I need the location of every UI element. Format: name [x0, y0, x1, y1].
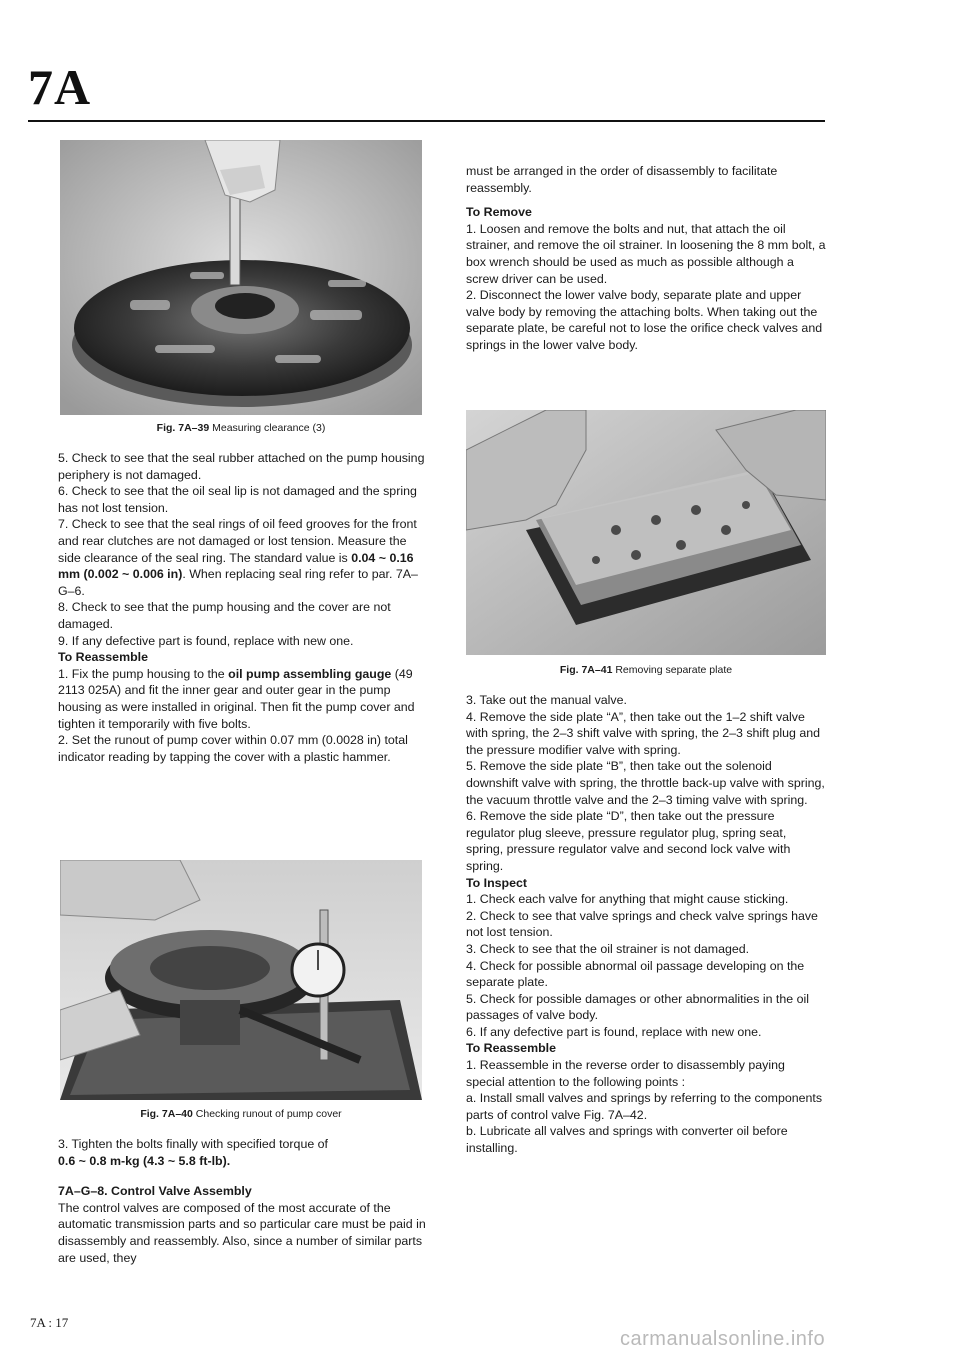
paragraph: 5. Check to see that the seal rubber attached on the pump housing periphery is not damaged.	[58, 451, 425, 482]
figure-number: Fig. 7A–41	[559, 664, 613, 676]
torque-spec: 0.6 ~ 0.8 m-kg (4.3 ~ 5.8 ft-lb).	[58, 1153, 231, 1168]
subheading-reassemble: To Reassemble	[466, 1041, 556, 1056]
page-number: 7A : 17	[30, 1315, 69, 1330]
paragraph: 1. Reassemble in the reverse order to disassembly paying special attention to the following points :	[466, 1058, 785, 1089]
subheading-remove: To Remove	[466, 205, 532, 220]
watermark: carmanualsonline.info	[620, 1328, 826, 1350]
paragraph: 6. Check to see that the oil seal lip is not damaged and the spring has not lost tension.	[58, 484, 417, 515]
figure-number: Fig. 7A–40	[140, 1108, 193, 1120]
paragraph: The control valves are composed of the most accurate of the automatic transmission parts and so particular care must be paid in disassembly and reassembly. Also, since a number of similar parts are used, they	[58, 1200, 426, 1265]
subheading-inspect: To Inspect	[466, 875, 528, 890]
paragraph: 6. If any defective part is found, replace with new one.	[466, 1024, 762, 1039]
paragraph: 3. Check to see that the oil strainer is not damaged.	[466, 941, 750, 956]
left-text-block-1	[58, 450, 430, 765]
header-rule	[28, 120, 825, 122]
figure-caption-41	[466, 664, 826, 676]
paragraph: 8. Check to see that the pump housing and the cover are not damaged.	[58, 600, 391, 631]
paragraph: 2. Set the runout of pump cover within 0.07 mm (0.0028 in) total indicator reading by tapping the cover with a plastic hammer.	[58, 733, 408, 764]
paragraph: 4. Remove the side plate “A”, then take out the 1–2 shift valve with spring, the 2–3 shift valve with spring, the 2–3 shift plug and the pressure modifier valve with spring.	[466, 709, 821, 757]
figure-caption-39	[60, 422, 422, 434]
paragraph: 1. Loosen and remove the bolts and nut, that attach the oil strainer, and remove the oil strainer. In loosening the 8 mm bolt, a box wrench should be used as much as possible although a screw driver can be used.	[466, 221, 826, 286]
paragraph: 3. Take out the manual valve.	[466, 693, 627, 707]
paragraph: 5. Remove the side plate “B”, then take out the solenoid downshift valve with spring, the throttle back-up valve with spring, the vacuum throttle valve and the 2–3 timing valve with spring.	[466, 759, 825, 807]
photo-measuring-clearance	[60, 140, 422, 415]
paragraph: 4. Check for possible abnormal oil passage developing on the separate plate.	[466, 958, 805, 990]
right-text-block-1	[466, 163, 826, 354]
figure-caption-text: Checking runout of pump cover	[195, 1108, 342, 1120]
section-title: 7A	[28, 59, 92, 115]
paragraph: b. Lubricate all valves and springs with converter oil before installing.	[466, 1124, 788, 1156]
right-text-block-2	[466, 692, 826, 1157]
paragraph: must be arranged in the order of disassembly to facilitate reassembly.	[466, 164, 778, 195]
photo-removing-separate-plate	[466, 410, 826, 655]
spacer	[466, 196, 826, 204]
section-heading: 7A–G–8. Control Valve Assembly	[58, 1184, 252, 1199]
paragraph: 1. Check each valve for anything that might cause sticking.	[466, 892, 789, 907]
paragraph: 5. Check for possible damages or other abnormalities in the oil passages of valve body.	[466, 991, 809, 1023]
figure-caption-40	[60, 1108, 422, 1120]
paragraph: a. Install small valves and springs by referring to the components parts of control valve Fig. 7A–42.	[466, 1091, 823, 1122]
spacer	[58, 1169, 430, 1183]
figure-caption-text: Removing separate plate	[615, 664, 733, 676]
paragraph: 2. Check to see that valve springs and check valve springs have not lost tension.	[466, 908, 818, 940]
figure-number: Fig. 7A–39	[156, 422, 210, 434]
paragraph: 6. Remove the side plate “D”, then take out the pressure regulator plug sleeve, pressure regulator plug, spring seat, spring, pressure regulator valve and second lock valve with spring.	[466, 809, 791, 873]
subheading-reassemble: To Reassemble	[58, 650, 148, 665]
figure-caption-text: Measuring clearance (3)	[212, 422, 326, 434]
paragraph: 1. Fix the pump housing to the oil pump assembling gauge (49 2113 025A) and fit the inner gear and outer gear in the pump housing as were installed in original. Then fit the pump cover and tighten it temporarily with five bolts.	[58, 666, 415, 731]
paragraph: 9. If any defective part is found, replace with new one.	[58, 633, 354, 648]
left-text-block-2	[58, 1136, 430, 1266]
paragraph: 3. Tighten the bolts finally with specified torque of	[58, 1137, 328, 1151]
paragraph: 7. Check to see that the seal rings of oil feed grooves for the front and rear clutches are not damaged or lost tension. Measure the side clearance of the seal ring. The standard value is 0.04 ~ 0.16 mm (0.002 ~ 0.006 in). When replacing seal ring refer to par. 7A–G–6.	[58, 517, 418, 598]
photo-checking-runout	[60, 860, 422, 1100]
paragraph: 2. Disconnect the lower valve body, separate plate and upper valve body by removing the attaching bolts. When taking out the separate plate, be careful not to lose the orifice check valves and springs in the lower valve body.	[466, 288, 823, 352]
